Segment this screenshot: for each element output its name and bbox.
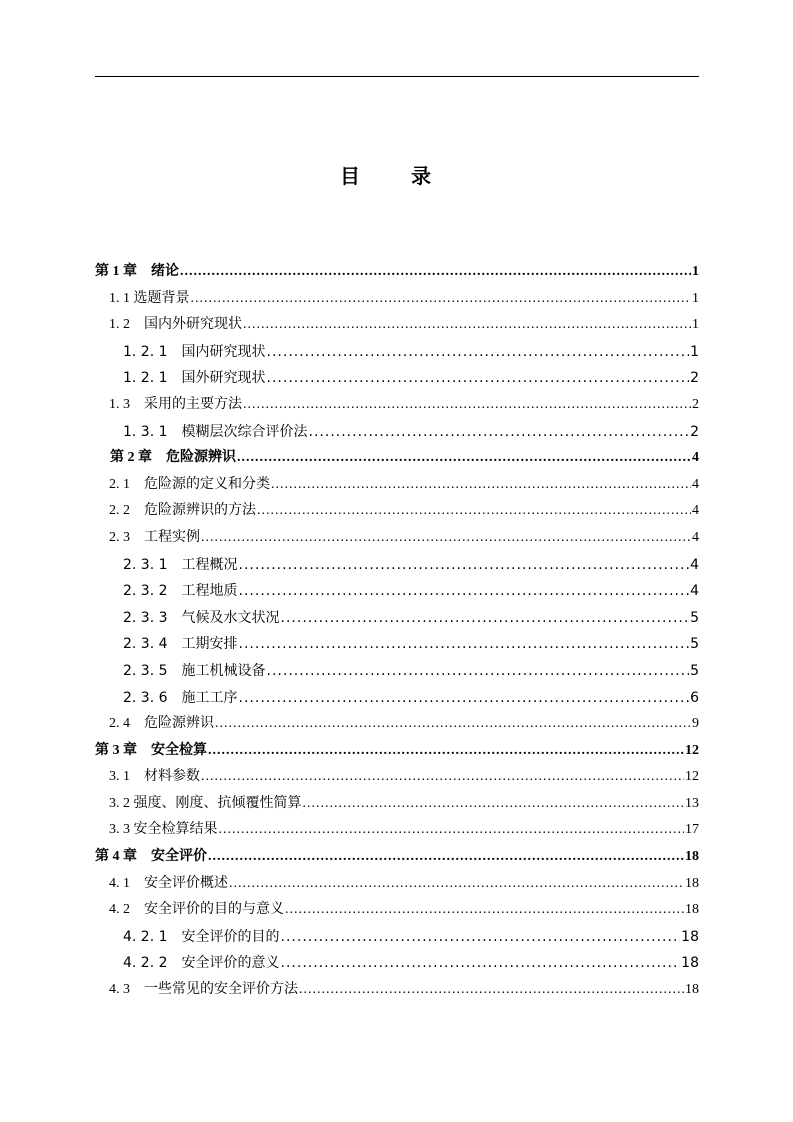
toc-entry-label: 3. 1 材料参数 (109, 769, 200, 785)
dot-leader (271, 472, 691, 499)
toc-entry-page-number: 5 (690, 609, 699, 626)
toc-entry[interactable] (95, 844, 699, 871)
dot-leader (239, 631, 690, 658)
toc-entry-page-number: 18 (685, 902, 699, 918)
toc-entry-page-number: 13 (685, 795, 699, 811)
dot-leader (309, 419, 690, 446)
toc-entry[interactable] (95, 711, 699, 738)
toc-entry[interactable] (95, 738, 699, 765)
toc-entry[interactable] (95, 259, 699, 286)
toc-entry[interactable] (95, 658, 699, 685)
toc-entry-label: 2. 3. 3 气候及水文状况 (123, 609, 280, 626)
toc-entry-label: 4. 3 一些常见的安全评价方法 (109, 982, 298, 998)
toc-entry-label: 3. 3 安全检算结果 (109, 822, 218, 838)
toc-entry-page-number: 12 (685, 769, 699, 785)
toc-entry-label: 1. 3 采用的主要方法 (109, 396, 242, 412)
toc-entry[interactable] (95, 445, 699, 472)
dot-leader (267, 365, 690, 392)
toc-entry[interactable] (95, 525, 699, 552)
dot-leader (201, 764, 684, 791)
toc-entry-label: 2. 1 危险源的定义和分类 (109, 476, 270, 492)
toc-entry-label: 2. 2 危险源辨识的方法 (109, 503, 256, 519)
page-title: 目 录 (340, 164, 453, 188)
dot-leader (281, 924, 681, 951)
toc-entry[interactable] (95, 631, 699, 658)
toc-entry[interactable] (95, 419, 699, 446)
toc-entry-label: 第 4 章 安全评价 (95, 849, 207, 865)
dot-leader (229, 871, 684, 898)
dot-leader (281, 605, 690, 632)
toc-entry-label: 1. 1 选题背景 (109, 290, 190, 306)
toc-entry[interactable] (95, 871, 699, 898)
toc-entry-page-number: 4 (692, 529, 699, 545)
toc-entry-page-number: 18 (685, 849, 699, 865)
toc-entry-page-number: 9 (692, 716, 699, 732)
toc-entry[interactable] (95, 685, 699, 712)
dot-leader (257, 498, 691, 525)
dot-leader (281, 950, 681, 977)
toc-entry-label: 4. 2 安全评价的目的与意义 (109, 902, 284, 918)
toc-entry[interactable] (95, 791, 699, 818)
dot-leader (201, 525, 691, 552)
table-of-contents (95, 259, 699, 1004)
toc-entry-label: 2. 3. 5 施工机械设备 (123, 662, 266, 679)
toc-entry-page-number: 4 (692, 450, 699, 466)
toc-entry-page-number: 6 (690, 689, 699, 706)
toc-entry[interactable] (95, 950, 699, 977)
toc-entry-page-number: 4 (692, 503, 699, 519)
toc-entry-page-number: 5 (690, 662, 699, 679)
toc-entry-page-number: 1 (692, 264, 699, 279)
toc-entry[interactable] (95, 817, 699, 844)
header-rule (95, 76, 699, 77)
dot-leader (267, 339, 690, 366)
dot-leader (285, 897, 684, 924)
dot-leader (208, 844, 684, 871)
toc-entry[interactable] (95, 286, 699, 313)
toc-entry[interactable] (95, 764, 699, 791)
toc-entry-page-number: 2 (690, 370, 699, 387)
dot-leader (243, 392, 691, 419)
dot-leader (219, 817, 685, 844)
dot-leader (237, 445, 691, 472)
toc-entry-page-number: 18 (685, 982, 699, 998)
toc-entry[interactable] (95, 312, 699, 339)
toc-entry[interactable] (95, 472, 699, 499)
toc-entry-label: 4. 2. 1 安全评价的目的 (123, 928, 280, 945)
toc-entry-page-number: 2 (690, 423, 699, 440)
toc-entry-label: 3. 2 强度、刚度、抗倾覆性简算 (109, 795, 302, 811)
toc-entry[interactable] (95, 605, 699, 632)
toc-entry-page-number: 4 (690, 583, 699, 600)
toc-entry[interactable] (95, 977, 699, 1004)
toc-entry-label: 1. 3. 1 模糊层次综合评价法 (123, 423, 308, 440)
toc-entry[interactable] (95, 552, 699, 579)
dot-leader (267, 658, 690, 685)
toc-entry-label: 第 1 章 绪论 (95, 264, 179, 279)
dot-leader (239, 552, 690, 579)
toc-entry-page-number: 18 (681, 928, 699, 945)
toc-entry-label: 1. 2. 1 国外研究现状 (123, 370, 266, 387)
toc-entry[interactable] (95, 498, 699, 525)
dot-leader (303, 791, 685, 818)
toc-entry-label: 2. 3. 1 工程概况 (123, 556, 238, 573)
toc-entry[interactable] (95, 365, 699, 392)
toc-entry-page-number: 18 (681, 955, 699, 972)
toc-entry-page-number: 1 (692, 290, 699, 306)
toc-entry[interactable] (95, 924, 699, 951)
dot-leader (299, 977, 684, 1004)
toc-entry-page-number: 17 (685, 822, 699, 838)
toc-entry-label: 1. 2. 1 国内研究现状 (123, 343, 266, 360)
toc-entry-page-number: 4 (690, 556, 699, 573)
toc-entry-page-number: 1 (690, 343, 699, 360)
toc-entry-label: 4. 1 安全评价概述 (109, 875, 228, 891)
toc-entry-label: 2. 4 危险源辨识 (109, 716, 214, 732)
toc-entry-page-number: 18 (685, 875, 699, 891)
dot-leader (239, 578, 690, 605)
dot-leader (215, 711, 691, 738)
toc-entry-label: 1. 2 国内外研究现状 (109, 317, 242, 333)
toc-entry-page-number: 2 (692, 396, 699, 412)
toc-entry-label: 2. 3. 6 施工工序 (123, 689, 238, 706)
toc-entry[interactable] (95, 897, 699, 924)
toc-entry-label: 4. 2. 2 安全评价的意义 (123, 955, 280, 972)
dot-leader (191, 286, 692, 313)
dot-leader (180, 259, 691, 286)
toc-entry[interactable] (95, 392, 699, 419)
dot-leader (239, 685, 690, 712)
toc-entry-page-number: 5 (690, 636, 699, 653)
toc-entry-label: 2. 3. 4 工期安排 (123, 636, 238, 653)
toc-entry[interactable] (95, 578, 699, 605)
dot-leader (208, 738, 684, 765)
dot-leader (243, 312, 691, 339)
toc-entry-page-number: 4 (692, 476, 699, 492)
toc-entry-label: 第 2 章 危险源辨识 (110, 450, 236, 466)
toc-entry-label: 2. 3. 2 工程地质 (123, 583, 238, 600)
toc-entry[interactable] (95, 339, 699, 366)
toc-entry-page-number: 1 (692, 317, 699, 333)
toc-entry-label: 第 3 章 安全检算 (95, 742, 207, 758)
toc-entry-label: 2. 3 工程实例 (109, 529, 200, 545)
toc-entry-page-number: 12 (685, 742, 699, 758)
